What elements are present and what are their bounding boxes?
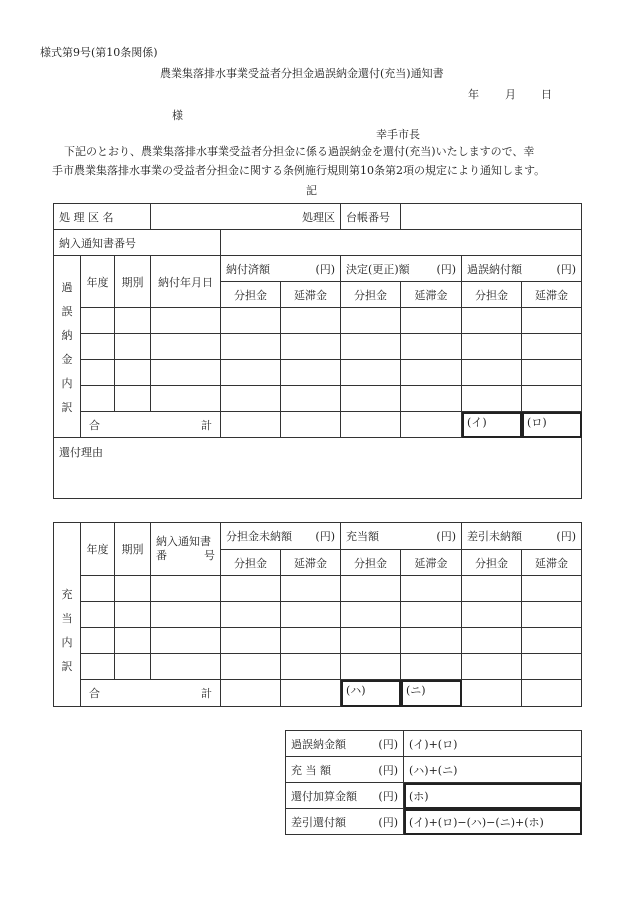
cell[interactable]: [401, 360, 462, 386]
summary-value-field[interactable]: (ホ): [404, 783, 582, 809]
cell[interactable]: [401, 412, 462, 438]
side-char: 過: [61, 280, 73, 294]
cell[interactable]: [151, 576, 221, 602]
group-header-decided: [341, 256, 462, 282]
ledger-number-label: 台帳番号: [341, 204, 401, 230]
cell[interactable]: [281, 680, 341, 707]
cell[interactable]: [281, 602, 341, 628]
cell[interactable]: [341, 308, 401, 334]
side-char: 当: [61, 611, 73, 625]
total-left: 合: [89, 687, 100, 700]
table-row: [54, 602, 582, 628]
sub-header-share: 分担金: [341, 550, 401, 576]
cell[interactable]: [115, 360, 151, 386]
cell[interactable]: [151, 308, 221, 334]
cell[interactable]: [462, 654, 522, 680]
sub-header-share: 分担金: [462, 550, 522, 576]
group-label: 過誤納付額: [467, 262, 523, 276]
cell[interactable]: [462, 386, 522, 412]
summary-value-field[interactable]: (ハ)+(ニ): [404, 757, 582, 783]
body-text-line2: 手市農業集落排水事業の受益者分担金に関する条例施行規則第10条第2項の規定により通知します。: [52, 164, 546, 177]
group-header-overpaid: [462, 256, 582, 282]
summary-label: 還付加算金額: [291, 789, 357, 803]
cell[interactable]: [341, 628, 401, 654]
cell[interactable]: [115, 602, 151, 628]
body-text-line1: 下記のとおり、農業集落排水事業受益者分担金に係る過誤納金を還付(充当)いたしますので、幸: [64, 145, 535, 158]
refund-side-label: [54, 256, 81, 438]
group-label: 納付済額: [226, 262, 271, 276]
cell[interactable]: [401, 654, 462, 680]
ledger-number-field[interactable]: [401, 204, 582, 230]
cell[interactable]: [221, 576, 281, 602]
yen-unit: (円): [378, 789, 398, 803]
notice-number-field[interactable]: [221, 230, 582, 256]
allocation-table: [53, 522, 582, 707]
summary-value-field[interactable]: (イ)+(ロ): [404, 731, 582, 757]
cell[interactable]: [522, 654, 582, 680]
cell[interactable]: [341, 334, 401, 360]
ki-heading: 記: [306, 184, 317, 197]
cell[interactable]: [81, 576, 115, 602]
table-row: [54, 308, 582, 334]
side-char: 金: [61, 352, 73, 366]
col-header-year: 年度: [81, 523, 115, 576]
cell[interactable]: [522, 334, 582, 360]
cell[interactable]: [151, 360, 221, 386]
cell[interactable]: [221, 602, 281, 628]
cell[interactable]: [281, 360, 341, 386]
col-header-year: 年度: [81, 256, 115, 308]
notice-line-1: 納入通知書: [156, 535, 211, 548]
group-header-paid: [221, 256, 341, 282]
summary-label: 差引還付額: [291, 815, 346, 829]
summary-table: [285, 730, 582, 835]
cell[interactable]: [115, 334, 151, 360]
cell[interactable]: [81, 628, 115, 654]
summary-row: [286, 783, 582, 809]
summary-value-field[interactable]: (イ)+(ロ)−(ハ)−(ニ)+(ホ): [404, 809, 582, 835]
refund-table: [53, 203, 582, 499]
cell[interactable]: [341, 576, 401, 602]
cell[interactable]: [522, 628, 582, 654]
date-year: 年: [468, 88, 479, 101]
sub-header-late: 延滞金: [401, 282, 462, 308]
total-right: 計: [201, 687, 212, 700]
summary-label-cell: [286, 731, 404, 757]
sub-header-share: 分担金: [341, 282, 401, 308]
yen-unit: (円): [436, 530, 456, 543]
cell[interactable]: [221, 654, 281, 680]
cell[interactable]: [221, 412, 281, 438]
cell[interactable]: [221, 308, 281, 334]
summary-label-cell: [286, 783, 404, 809]
summary-label: 充 当 額: [291, 763, 331, 777]
total-ni-cell[interactable]: (ニ): [401, 680, 462, 707]
date-day: 日: [541, 88, 552, 101]
yen-unit: (円): [315, 262, 336, 276]
allocation-side-label: [54, 523, 81, 707]
cell[interactable]: [115, 628, 151, 654]
cell[interactable]: [401, 628, 462, 654]
table-row: [54, 386, 582, 412]
sub-header-late: 延滞金: [522, 282, 582, 308]
cell[interactable]: [115, 386, 151, 412]
summary-label: 過誤納金額: [291, 737, 346, 751]
cell[interactable]: [401, 576, 462, 602]
table-row: [54, 654, 582, 680]
cell[interactable]: [341, 386, 401, 412]
date-month: 月: [505, 88, 516, 101]
cell[interactable]: [221, 628, 281, 654]
total-row: [54, 412, 582, 438]
cell[interactable]: [281, 576, 341, 602]
yen-unit: (円): [556, 262, 577, 276]
group-label: 決定(更正)額: [346, 262, 410, 276]
sub-header-late: 延滞金: [401, 550, 462, 576]
cell[interactable]: [115, 654, 151, 680]
total-ro-cell[interactable]: (ロ): [522, 412, 582, 438]
cell[interactable]: [221, 334, 281, 360]
cell[interactable]: [151, 654, 221, 680]
cell[interactable]: [462, 308, 522, 334]
notice-number-label: 納入通知書番号: [54, 230, 221, 256]
group-header-unpaid: [221, 523, 341, 550]
cell[interactable]: [221, 386, 281, 412]
side-char: 納: [61, 328, 73, 342]
refund-reason-label: 還付理由: [59, 446, 103, 459]
yen-unit: (円): [378, 763, 398, 777]
table-row: [54, 576, 582, 602]
form-number: 様式第9号(第10条関係): [40, 46, 158, 59]
summary-row: [286, 731, 582, 757]
cell[interactable]: [281, 334, 341, 360]
cell[interactable]: [462, 576, 522, 602]
cell[interactable]: [115, 576, 151, 602]
document-title: 農業集落排水事業受益者分担金過誤納金還付(充当)通知書: [160, 67, 444, 80]
cell[interactable]: [522, 360, 582, 386]
sub-header-share: 分担金: [221, 282, 281, 308]
sub-header-share: 分担金: [462, 282, 522, 308]
total-left: 合: [89, 418, 100, 432]
cell[interactable]: [151, 386, 221, 412]
cell[interactable]: [522, 602, 582, 628]
cell[interactable]: [151, 628, 221, 654]
summary-label-cell: [286, 757, 404, 783]
yen-unit: (円): [378, 815, 398, 829]
cell[interactable]: [115, 308, 151, 334]
cell[interactable]: [81, 602, 115, 628]
col-header-notice-number: [151, 523, 221, 576]
cell[interactable]: [462, 602, 522, 628]
processing-area-label: 処 理 区 名: [54, 204, 151, 230]
cell[interactable]: [81, 386, 115, 412]
col-header-paid-date: 納付年月日: [151, 256, 221, 308]
notice-line-2: [151, 549, 220, 563]
cell[interactable]: [462, 334, 522, 360]
cell[interactable]: [81, 360, 115, 386]
cell[interactable]: [341, 602, 401, 628]
cell[interactable]: [341, 360, 401, 386]
side-char: 訳: [61, 400, 73, 414]
side-char: 誤: [61, 304, 73, 318]
cell[interactable]: [401, 602, 462, 628]
sub-header-share: 分担金: [221, 550, 281, 576]
yen-unit: (円): [315, 530, 335, 543]
yen-unit: (円): [556, 530, 576, 543]
group-header-balance: [462, 523, 582, 550]
cell[interactable]: [401, 386, 462, 412]
cell[interactable]: [281, 386, 341, 412]
sender-mayor: 幸手市長: [376, 128, 420, 141]
notice-ban: 番: [156, 549, 167, 562]
addressee-sama: 様: [172, 109, 183, 122]
cell[interactable]: [522, 576, 582, 602]
cell[interactable]: [81, 334, 115, 360]
notice-go: 号: [204, 549, 215, 562]
total-right: 計: [201, 418, 213, 432]
cell[interactable]: [462, 360, 522, 386]
table-row: [54, 334, 582, 360]
cell[interactable]: [401, 308, 462, 334]
total-i-cell[interactable]: (イ): [462, 412, 522, 438]
yen-unit: (円): [436, 262, 457, 276]
cell[interactable]: [522, 680, 582, 707]
cell[interactable]: [221, 360, 281, 386]
group-label: 差引未納額: [467, 530, 522, 543]
cell[interactable]: [281, 308, 341, 334]
cell[interactable]: [81, 308, 115, 334]
col-header-term: 期別: [115, 256, 151, 308]
cell[interactable]: [221, 680, 281, 707]
cell[interactable]: [522, 308, 582, 334]
sub-header-late: 延滞金: [281, 550, 341, 576]
refund-reason-field[interactable]: [54, 438, 582, 499]
total-label: [81, 412, 221, 438]
group-label: 分担金未納額: [226, 530, 292, 543]
side-char: 充: [61, 587, 73, 601]
cell[interactable]: [281, 628, 341, 654]
sub-header-late: 延滞金: [281, 282, 341, 308]
side-char: 内: [61, 376, 73, 390]
group-header-applied: [341, 523, 462, 550]
cell[interactable]: [281, 412, 341, 438]
cell[interactable]: [151, 602, 221, 628]
summary-row: [286, 757, 582, 783]
table-row: [54, 628, 582, 654]
summary-row: [286, 809, 582, 835]
side-char: 訳: [61, 659, 73, 673]
cell[interactable]: [81, 654, 115, 680]
cell[interactable]: [462, 680, 522, 707]
cell[interactable]: [401, 334, 462, 360]
cell[interactable]: [151, 334, 221, 360]
summary-label-cell: [286, 809, 404, 835]
sub-header-late: 延滞金: [522, 550, 582, 576]
table-row: [54, 360, 582, 386]
cell[interactable]: [281, 654, 341, 680]
cell[interactable]: [341, 412, 401, 438]
cell[interactable]: [462, 628, 522, 654]
total-label: [81, 680, 221, 707]
total-row: [54, 680, 582, 707]
cell[interactable]: [522, 386, 582, 412]
cell[interactable]: [341, 654, 401, 680]
side-char: 内: [61, 635, 73, 649]
group-label: 充当額: [346, 530, 379, 543]
processing-area-field[interactable]: 処理区: [151, 204, 341, 230]
total-ha-cell[interactable]: (ハ): [341, 680, 401, 707]
yen-unit: (円): [378, 737, 398, 751]
col-header-term: 期別: [115, 523, 151, 576]
